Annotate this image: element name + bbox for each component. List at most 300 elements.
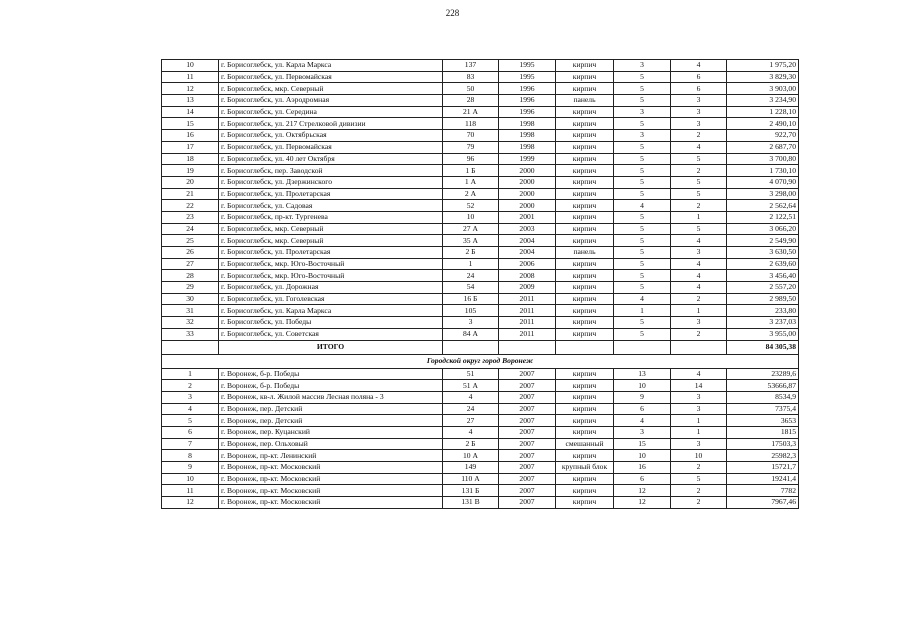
row-number-cell: 32 [162,317,219,329]
row-number-cell: 4 [162,403,219,415]
house-number-cell: 131 Б [443,485,499,497]
house-number-cell: 50 [443,83,499,95]
area-cell: 1815 [727,426,799,438]
entrances-cell: 4 [671,141,727,153]
area-cell: 1 730,10 [727,165,799,177]
house-number-cell: 16 Б [443,293,499,305]
year-built-cell: 2009 [499,282,556,294]
entrances-cell: 4 [671,282,727,294]
wall-material-cell: кирпич [556,211,614,223]
entrances-cell: 6 [671,83,727,95]
house-number-cell: 105 [443,305,499,317]
address-cell: г. Борисоглебск, ул. Октябрьская [219,130,443,142]
year-built-cell: 2004 [499,235,556,247]
table-row [162,317,799,329]
entrances-cell: 4 [671,258,727,270]
house-number-cell: 2 Б [443,438,499,450]
year-built-cell: 2003 [499,223,556,235]
address-cell: г. Воронеж, пр-кт. Ленинский [219,450,443,462]
area-cell: 1 228,10 [727,106,799,118]
table-row [162,415,799,427]
house-number-cell: 1 А [443,176,499,188]
house-number-cell: 84 А [443,328,499,340]
house-number-cell: 131 В [443,497,499,509]
row-number-cell: 21 [162,188,219,200]
wall-material-cell: кирпич [556,426,614,438]
entrances-cell: 2 [671,293,727,305]
table-row [162,130,799,142]
address-cell: г. Воронеж, кв-л. Жилой массив Лесная поляна - 3 [219,391,443,403]
wall-material-cell: кирпич [556,83,614,95]
wall-material-cell: кирпич [556,403,614,415]
address-cell: г. Борисоглебск, ул. Дзержинского [219,176,443,188]
borisoglebsk-rows [162,60,799,341]
table-row [162,293,799,305]
house-number-cell: 2 А [443,188,499,200]
row-number-cell: 18 [162,153,219,165]
wall-material-cell: панель [556,247,614,259]
area-cell: 7375,4 [727,403,799,415]
address-cell: г. Борисоглебск, пер. Заводской [219,165,443,177]
floors-cell: 12 [614,485,671,497]
page-number: 228 [445,8,460,18]
row-number-cell: 27 [162,258,219,270]
address-cell: г. Борисоглебск, мкр. Юго-Восточный [219,258,443,270]
entrances-cell: 10 [671,450,727,462]
address-cell: г. Борисоглебск, ул. 217 Стрелковой дивизии [219,118,443,130]
house-number-cell: 51 [443,368,499,380]
row-number-cell: 20 [162,176,219,188]
row-number-cell: 33 [162,328,219,340]
wall-material-cell: кирпич [556,380,614,392]
area-cell: 3 298,00 [727,188,799,200]
row-number-cell: 12 [162,83,219,95]
floors-cell: 16 [614,462,671,474]
house-number-cell: 21 А [443,106,499,118]
area-cell: 3 903,00 [727,83,799,95]
year-built-cell: 2007 [499,473,556,485]
area-cell: 23289,6 [727,368,799,380]
floors-cell: 4 [614,293,671,305]
floors-cell: 3 [614,106,671,118]
table-row [162,380,799,392]
year-built-cell: 2007 [499,415,556,427]
house-number-cell: 28 [443,95,499,107]
total-row [162,340,799,354]
table-row [162,71,799,83]
table-row [162,153,799,165]
year-built-cell: 2011 [499,293,556,305]
area-cell: 7967,46 [727,497,799,509]
entrances-cell: 1 [671,426,727,438]
house-number-cell: 3 [443,317,499,329]
entrances-cell: 3 [671,317,727,329]
year-built-cell: 2004 [499,247,556,259]
row-number-cell: 28 [162,270,219,282]
table-row [162,200,799,212]
floors-cell: 15 [614,438,671,450]
address-cell: г. Борисоглебск, ул. Первомайская [219,71,443,83]
year-built-cell: 2000 [499,200,556,212]
entrances-cell: 3 [671,106,727,118]
entrances-cell: 2 [671,328,727,340]
table-row [162,438,799,450]
table-row [162,450,799,462]
entrances-cell: 2 [671,485,727,497]
entrances-cell: 4 [671,270,727,282]
area-cell: 922,70 [727,130,799,142]
year-built-cell: 1996 [499,106,556,118]
table-row [162,426,799,438]
wall-material-cell: крупный блок [556,462,614,474]
wall-material-cell: кирпич [556,328,614,340]
area-cell: 8534,9 [727,391,799,403]
table-row [162,165,799,177]
floors-cell: 5 [614,223,671,235]
floors-cell: 13 [614,368,671,380]
row-number-cell: 3 [162,391,219,403]
table-row [162,305,799,317]
house-number-cell: 2 Б [443,247,499,259]
row-number-cell: 16 [162,130,219,142]
address-cell: г. Борисоглебск, ул. Победы [219,317,443,329]
area-cell: 3 955,00 [727,328,799,340]
address-cell: г. Борисоглебск, ул. Советская [219,328,443,340]
address-cell: г. Борисоглебск, ул. Пролетарская [219,188,443,200]
year-built-cell: 2007 [499,438,556,450]
address-cell: г. Борисоглебск, мкр. Юго-Восточный [219,270,443,282]
voronezh-rows [162,368,799,508]
row-number-cell: 6 [162,426,219,438]
wall-material-cell: кирпич [556,176,614,188]
address-cell: г. Борисоглебск, мкр. Северный [219,223,443,235]
house-number-cell: 4 [443,426,499,438]
house-number-cell: 137 [443,60,499,72]
wall-material-cell: кирпич [556,235,614,247]
table-row [162,473,799,485]
wall-material-cell: кирпич [556,60,614,72]
area-cell: 3 237,03 [727,317,799,329]
house-number-cell: 83 [443,71,499,83]
address-cell: г. Воронеж, пр-кт. Московский [219,497,443,509]
entrances-cell: 2 [671,497,727,509]
house-number-cell: 4 [443,391,499,403]
address-cell: г. Воронеж, б-р. Победы [219,380,443,392]
entrances-cell: 4 [671,60,727,72]
floors-cell: 4 [614,200,671,212]
house-number-cell: 79 [443,141,499,153]
entrances-cell: 2 [671,165,727,177]
year-built-cell: 2006 [499,258,556,270]
table-row [162,368,799,380]
row-number-cell: 31 [162,305,219,317]
wall-material-cell: кирпич [556,223,614,235]
wall-material-cell: кирпич [556,317,614,329]
row-number-cell: 15 [162,118,219,130]
year-built-cell: 1995 [499,71,556,83]
table-row [162,118,799,130]
table-row [162,391,799,403]
floors-cell: 5 [614,328,671,340]
row-number-cell: 19 [162,165,219,177]
floors-cell: 5 [614,282,671,294]
table-row [162,485,799,497]
house-number-cell: 51 А [443,380,499,392]
wall-material-cell: кирпич [556,415,614,427]
row-number-cell: 30 [162,293,219,305]
floors-cell: 5 [614,317,671,329]
row-number-cell: 10 [162,60,219,72]
address-cell: г. Борисоглебск, ул. Садовая [219,200,443,212]
table-row [162,141,799,153]
floors-cell: 5 [614,247,671,259]
row-number-cell: 17 [162,141,219,153]
address-cell: г. Борисоглебск, мкр. Северный [219,83,443,95]
entrances-cell: 4 [671,235,727,247]
address-cell: г. Воронеж, пер. Куцанский [219,426,443,438]
table-row [162,282,799,294]
entrances-cell: 5 [671,153,727,165]
area-cell: 53666,87 [727,380,799,392]
area-cell: 3 066,20 [727,223,799,235]
year-built-cell: 2000 [499,188,556,200]
floors-cell: 5 [614,153,671,165]
entrances-cell: 3 [671,95,727,107]
year-built-cell: 2007 [499,426,556,438]
wall-material-cell: кирпич [556,450,614,462]
row-number-cell: 25 [162,235,219,247]
floors-cell: 5 [614,211,671,223]
area-cell: 3 234,90 [727,95,799,107]
address-cell: г. Воронеж, пр-кт. Московский [219,485,443,497]
entrances-cell: 5 [671,473,727,485]
address-cell: г. Борисоглебск, ул. 40 лет Октября [219,153,443,165]
house-number-cell: 1 [443,258,499,270]
floors-cell: 5 [614,258,671,270]
floors-cell: 3 [614,130,671,142]
table-row [162,462,799,474]
area-cell: 3 700,80 [727,153,799,165]
total-block [162,340,799,368]
house-number-cell: 110 А [443,473,499,485]
area-cell: 3 829,30 [727,71,799,83]
table-row [162,188,799,200]
wall-material-cell: кирпич [556,391,614,403]
entrances-cell: 2 [671,462,727,474]
year-built-cell: 2000 [499,176,556,188]
area-cell: 17503,3 [727,438,799,450]
row-number-cell: 14 [162,106,219,118]
floors-cell: 5 [614,176,671,188]
area-cell: 2 549,90 [727,235,799,247]
address-cell: г. Воронеж, б-р. Победы [219,368,443,380]
wall-material-cell: кирпич [556,485,614,497]
wall-material-cell: кирпич [556,368,614,380]
address-cell: г. Борисоглебск, ул. Карла Маркса [219,305,443,317]
address-cell: г. Воронеж, пер. Детский [219,415,443,427]
wall-material-cell: кирпич [556,258,614,270]
area-cell: 2 639,60 [727,258,799,270]
section-title: Городской округ город Воронеж [162,354,799,368]
address-cell: г. Воронеж, пр-кт. Московский [219,473,443,485]
table-row [162,60,799,72]
area-cell: 2 989,50 [727,293,799,305]
table-row [162,235,799,247]
row-number-cell: 1 [162,368,219,380]
table-row [162,258,799,270]
floors-cell: 5 [614,270,671,282]
area-cell: 15721,7 [727,462,799,474]
entrances-cell: 3 [671,391,727,403]
wall-material-cell: кирпич [556,270,614,282]
year-built-cell: 2007 [499,485,556,497]
area-cell: 19241,4 [727,473,799,485]
floors-cell: 5 [614,165,671,177]
row-number-cell: 24 [162,223,219,235]
address-cell: г. Борисоглебск, пр-кт. Тургенева [219,211,443,223]
floors-cell: 10 [614,380,671,392]
area-cell: 3653 [727,415,799,427]
year-built-cell: 2011 [499,317,556,329]
area-cell: 2 557,20 [727,282,799,294]
wall-material-cell: кирпич [556,293,614,305]
floors-cell: 5 [614,235,671,247]
house-number-cell: 27 А [443,223,499,235]
row-number-cell: 22 [162,200,219,212]
table-row [162,247,799,259]
entrances-cell: 5 [671,176,727,188]
entrances-cell: 1 [671,211,727,223]
table-row [162,403,799,415]
area-cell: 25982,3 [727,450,799,462]
area-cell: 2 562,64 [727,200,799,212]
year-built-cell: 1995 [499,60,556,72]
row-number-cell: 13 [162,95,219,107]
total-value: 84 305,38 [727,340,799,354]
area-cell: 233,80 [727,305,799,317]
area-cell: 2 687,70 [727,141,799,153]
floors-cell: 6 [614,473,671,485]
year-built-cell: 2007 [499,368,556,380]
entrances-cell: 1 [671,415,727,427]
entrances-cell: 3 [671,403,727,415]
address-cell: г. Борисоглебск, ул. Аэродромная [219,95,443,107]
wall-material-cell: кирпич [556,106,614,118]
wall-material-cell: кирпич [556,153,614,165]
area-cell: 3 456,40 [727,270,799,282]
entrances-cell: 3 [671,247,727,259]
house-number-cell: 35 А [443,235,499,247]
table-row [162,95,799,107]
row-number-cell: 26 [162,247,219,259]
area-cell: 2 490,10 [727,118,799,130]
wall-material-cell: кирпич [556,118,614,130]
row-number-cell: 8 [162,450,219,462]
house-number-cell: 10 А [443,450,499,462]
area-cell: 3 630,50 [727,247,799,259]
row-number-cell: 11 [162,485,219,497]
floors-cell: 4 [614,415,671,427]
table-row [162,223,799,235]
year-built-cell: 2007 [499,380,556,392]
entrances-cell: 5 [671,188,727,200]
year-built-cell: 1996 [499,83,556,95]
floors-cell: 6 [614,403,671,415]
address-cell: г. Борисоглебск, ул. Первомайская [219,141,443,153]
floors-cell: 5 [614,95,671,107]
entrances-cell: 6 [671,71,727,83]
year-built-cell: 2000 [499,165,556,177]
row-number-cell: 7 [162,438,219,450]
address-cell: г. Борисоглебск, ул. Пролетарская [219,247,443,259]
wall-material-cell: кирпич [556,305,614,317]
entrances-cell: 2 [671,130,727,142]
floors-cell: 5 [614,83,671,95]
address-cell: г. Борисоглебск, мкр. Северный [219,235,443,247]
entrances-cell: 1 [671,305,727,317]
year-built-cell: 2007 [499,497,556,509]
wall-material-cell: кирпич [556,282,614,294]
entrances-cell: 3 [671,118,727,130]
table-row [162,176,799,188]
wall-material-cell: смешанный [556,438,614,450]
row-number-cell: 11 [162,71,219,83]
year-built-cell: 1999 [499,153,556,165]
row-number-cell: 9 [162,462,219,474]
wall-material-cell: кирпич [556,188,614,200]
wall-material-cell: кирпич [556,141,614,153]
table-row [162,497,799,509]
table-row [162,211,799,223]
house-number-cell: 52 [443,200,499,212]
house-number-cell: 54 [443,282,499,294]
table-row [162,83,799,95]
year-built-cell: 2007 [499,403,556,415]
row-number-cell: 2 [162,380,219,392]
entrances-cell: 3 [671,438,727,450]
floors-cell: 5 [614,141,671,153]
row-number-cell: 23 [162,211,219,223]
address-cell: г. Борисоглебск, ул. Дорожная [219,282,443,294]
year-built-cell: 1996 [499,95,556,107]
table-row [162,328,799,340]
entrances-cell: 5 [671,223,727,235]
house-number-cell: 10 [443,211,499,223]
year-built-cell: 2011 [499,328,556,340]
house-number-cell: 118 [443,118,499,130]
floors-cell: 3 [614,60,671,72]
wall-material-cell: кирпич [556,200,614,212]
area-cell: 7782 [727,485,799,497]
entrances-cell: 14 [671,380,727,392]
house-number-cell: 1 Б [443,165,499,177]
table-row [162,106,799,118]
house-number-cell: 96 [443,153,499,165]
address-cell: г. Воронеж, пер. Детский [219,403,443,415]
floors-cell: 10 [614,450,671,462]
year-built-cell: 2011 [499,305,556,317]
row-number-cell: 29 [162,282,219,294]
floors-cell: 1 [614,305,671,317]
row-number-cell: 5 [162,415,219,427]
year-built-cell: 1998 [499,130,556,142]
address-cell: г. Борисоглебск, ул. Середина [219,106,443,118]
year-built-cell: 2007 [499,462,556,474]
year-built-cell: 2001 [499,211,556,223]
area-cell: 4 070,90 [727,176,799,188]
row-number-cell: 10 [162,473,219,485]
wall-material-cell: кирпич [556,130,614,142]
